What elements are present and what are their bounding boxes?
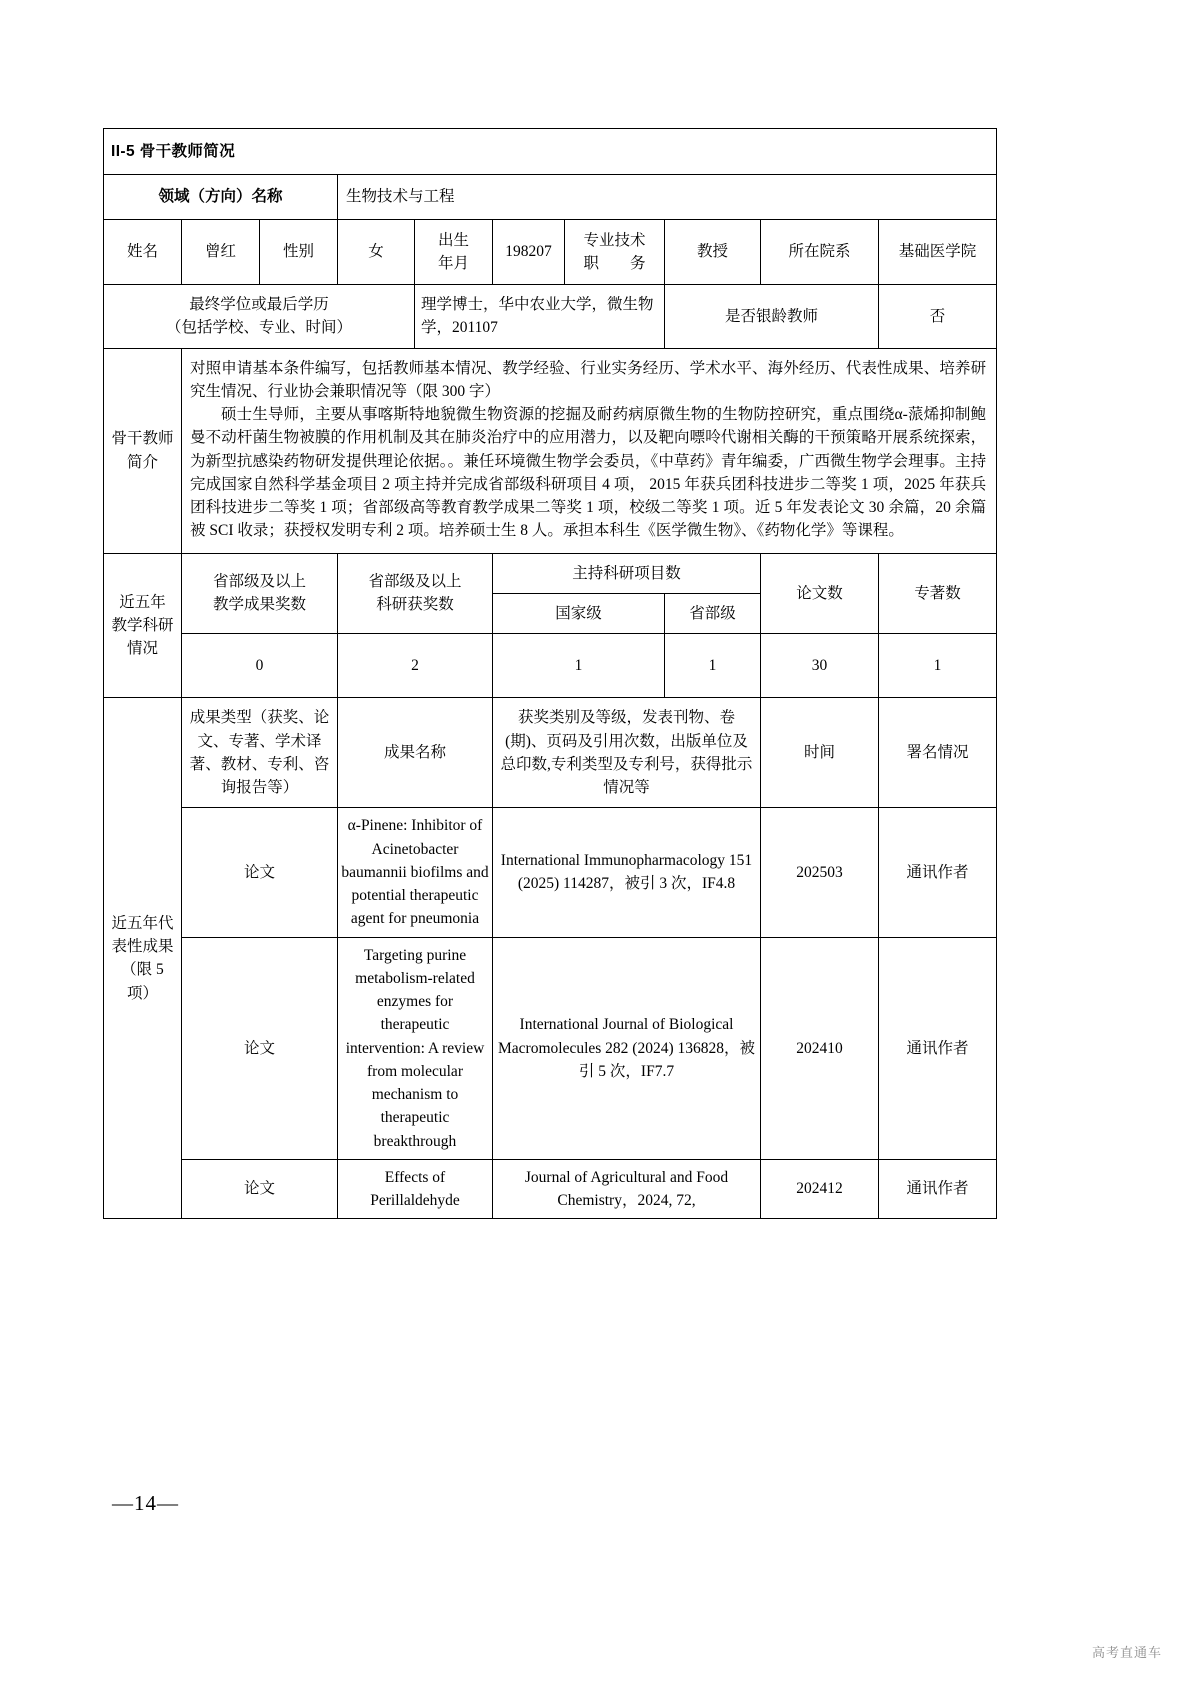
gender-value: 女: [338, 219, 415, 285]
achievement-type: 论文: [182, 937, 338, 1159]
degree-row: [104, 285, 997, 349]
stats-row-label-line1: 近五年: [119, 593, 166, 611]
biography-label-line1: 骨干教师: [111, 430, 174, 448]
birth-label: [415, 219, 493, 285]
stats-value-monographs: 1: [879, 634, 997, 698]
stats-header-row-1: [104, 553, 997, 593]
gender-label: 性别: [260, 219, 338, 285]
senior-teacher-value: 否: [879, 285, 997, 349]
stats-value-research-award: 2: [338, 634, 493, 698]
degree-label: [104, 285, 415, 349]
stats-value-projects-provincial: 1: [665, 634, 761, 698]
achievements-table-row: [104, 937, 997, 1159]
stats-header-papers: 论文数: [761, 553, 879, 634]
senior-teacher-label: 是否银龄教师: [665, 285, 879, 349]
achievements-row-label-line1: 近五年代: [111, 914, 174, 932]
achievement-detail: International Immunopharmacology 151 (2025) 114287，被引 3 次，IF4.8: [493, 808, 761, 937]
stats-header-research-award-line1: 省部级及以上: [368, 573, 462, 590]
biography-label-line2: 简介: [126, 453, 158, 471]
stats-header-projects-group: 主持科研项目数: [493, 553, 761, 593]
department-value: 基础医学院: [879, 219, 997, 285]
achievements-header-name: 成果名称: [338, 698, 493, 808]
domain-row: [104, 175, 997, 219]
biography-body: [182, 348, 997, 553]
achievement-detail: International Journal of Biological Macromolecules 282 (2024) 136828，被引 5 次，IF7.7: [493, 937, 761, 1159]
stats-header-projects-provincial: 省部级: [665, 593, 761, 633]
section-title-row: [104, 129, 997, 175]
biography-instruction: 对照申请基本条件编写，包括教师基本情况、教学经验、行业实务经历、学术水平、海外经历、代表性成果、培养研究生情况、行业协会兼职情况等（限 300 字）: [190, 359, 987, 400]
achievement-type: 论文: [182, 808, 338, 937]
achievement-signature: 通讯作者: [879, 808, 997, 937]
domain-label: 领域（方向）名称: [104, 175, 338, 219]
stats-value-projects-national: 1: [493, 634, 665, 698]
achievements-header-time: 时间: [761, 698, 879, 808]
achievements-row-label-line2: 表性成果: [111, 938, 174, 955]
biography-content: 硕士生导师，主要从事喀斯特地貌微生物资源的挖掘及耐药病原微生物的生物防控研究，重点围绕α-蒎烯抑制鲍曼不动杆菌生物被膜的作用机制及其在肺炎治疗中的应用潜力，以及靶向嘌呤代谢相关酶的干预策略开展系统探索，为新型抗感染药物研发提供理论依据。。兼任环境微生物学会委员，《中草药》青年编委，广西微生物学会理事。主持完成国家自然科学基金项目 2 项主持并完成省部级科研项目 4 项， 2015 年获兵团科技进步二等奖 1 项，2025 年获兵团科技进步二等奖 1 项；省部级高等教育教学成果二等奖 1 项，校级二等奖 1 项。近 5 年发表论文 30 余篇，20 余篇被 SCI 收录；获授权发明专利 2 项。培养硕士生 8 人。承担本科生《医学微生物》、《药物化学》等课程。: [190, 406, 987, 540]
stats-value-teaching-award: 0: [182, 634, 338, 698]
name-value: 曾红: [182, 219, 260, 285]
biography-row: [104, 348, 997, 553]
stats-header-projects-national: 国家级: [493, 593, 665, 633]
department-label: 所在院系: [761, 219, 879, 285]
achievement-signature: 通讯作者: [879, 937, 997, 1159]
stats-value-papers: 30: [761, 634, 879, 698]
achievement-signature: 通讯作者: [879, 1159, 997, 1219]
stats-header-research-award-line2: 科研获奖数: [376, 596, 454, 614]
achievements-header-detail: 获奖类别及等级，发表刊物、卷(期)、页码及引用次数，出版单位及总印数,专利类型及专利号，获得批示情况等: [493, 698, 761, 808]
achievements-row-label: [104, 698, 182, 1219]
basic-info-row: [104, 219, 997, 285]
biography-label: [104, 348, 182, 553]
professional-title-label-line1: 专业技术: [583, 231, 646, 249]
achievements-header-type: 成果类型（获奖、论文、专著、学术译著、教材、专利、咨询报告等）: [182, 698, 338, 808]
birth-value: 198207: [493, 219, 565, 285]
stats-header-research-award: [338, 553, 493, 634]
achievement-time: 202410: [761, 937, 879, 1159]
achievements-header-row: [104, 698, 997, 808]
stats-value-row: [104, 634, 997, 698]
name-label: 姓名: [104, 219, 182, 285]
stats-header-monographs: 专著数: [879, 553, 997, 634]
stats-header-teaching-award-line1: 省部级及以上: [212, 573, 306, 590]
stats-header-teaching-award-line2: 教学成果奖数: [212, 596, 306, 614]
degree-label-line2: （包括学校、专业、时间）: [165, 319, 352, 337]
achievement-name: Effects of Perillaldehyde: [338, 1159, 493, 1219]
achievement-name: α-Pinene: Inhibitor of Acinetobacter baumannii biofilms and potential therapeutic agent for pneumonia: [338, 808, 493, 937]
achievements-row-label-line3: （限 5 项）: [121, 961, 164, 1002]
achievements-table-row: [104, 1159, 997, 1219]
stats-header-teaching-award: [182, 553, 338, 634]
stats-row-label-line2: 教学科研: [111, 616, 174, 634]
achievements-table-row: [104, 808, 997, 937]
stats-row-label-line3: 情况: [126, 640, 158, 657]
professional-title-value: 教授: [665, 219, 761, 285]
professional-title-label: [565, 219, 665, 285]
birth-label-line2: 年月: [437, 254, 469, 272]
achievement-name: Targeting purine metabolism-related enzymes for therapeutic intervention: A review from molecular mechanism to therapeutic breakthrough: [338, 937, 493, 1159]
professional-title-label-line2: 职 务: [583, 254, 646, 272]
domain-value: 生物技术与工程: [338, 175, 997, 219]
stats-row-label: [104, 553, 182, 698]
degree-value: 理学博士，华中农业大学，微生物学，201107: [415, 285, 665, 349]
watermark: 高考直通车: [1091, 1645, 1162, 1660]
birth-label-line1: 出生: [437, 231, 469, 249]
page-number: —14—: [112, 1491, 179, 1515]
teacher-profile-table: [103, 128, 997, 1219]
degree-label-line1: 最终学位或最后学历: [189, 296, 329, 313]
section-title: II-5 骨干教师简况: [104, 129, 997, 175]
achievement-detail: Journal of Agricultural and Food Chemistry，2024, 72,: [493, 1159, 761, 1219]
achievement-type: 论文: [182, 1159, 338, 1219]
achievement-time: 202412: [761, 1159, 879, 1219]
achievement-time: 202503: [761, 808, 879, 937]
achievements-header-signature: 署名情况: [879, 698, 997, 808]
